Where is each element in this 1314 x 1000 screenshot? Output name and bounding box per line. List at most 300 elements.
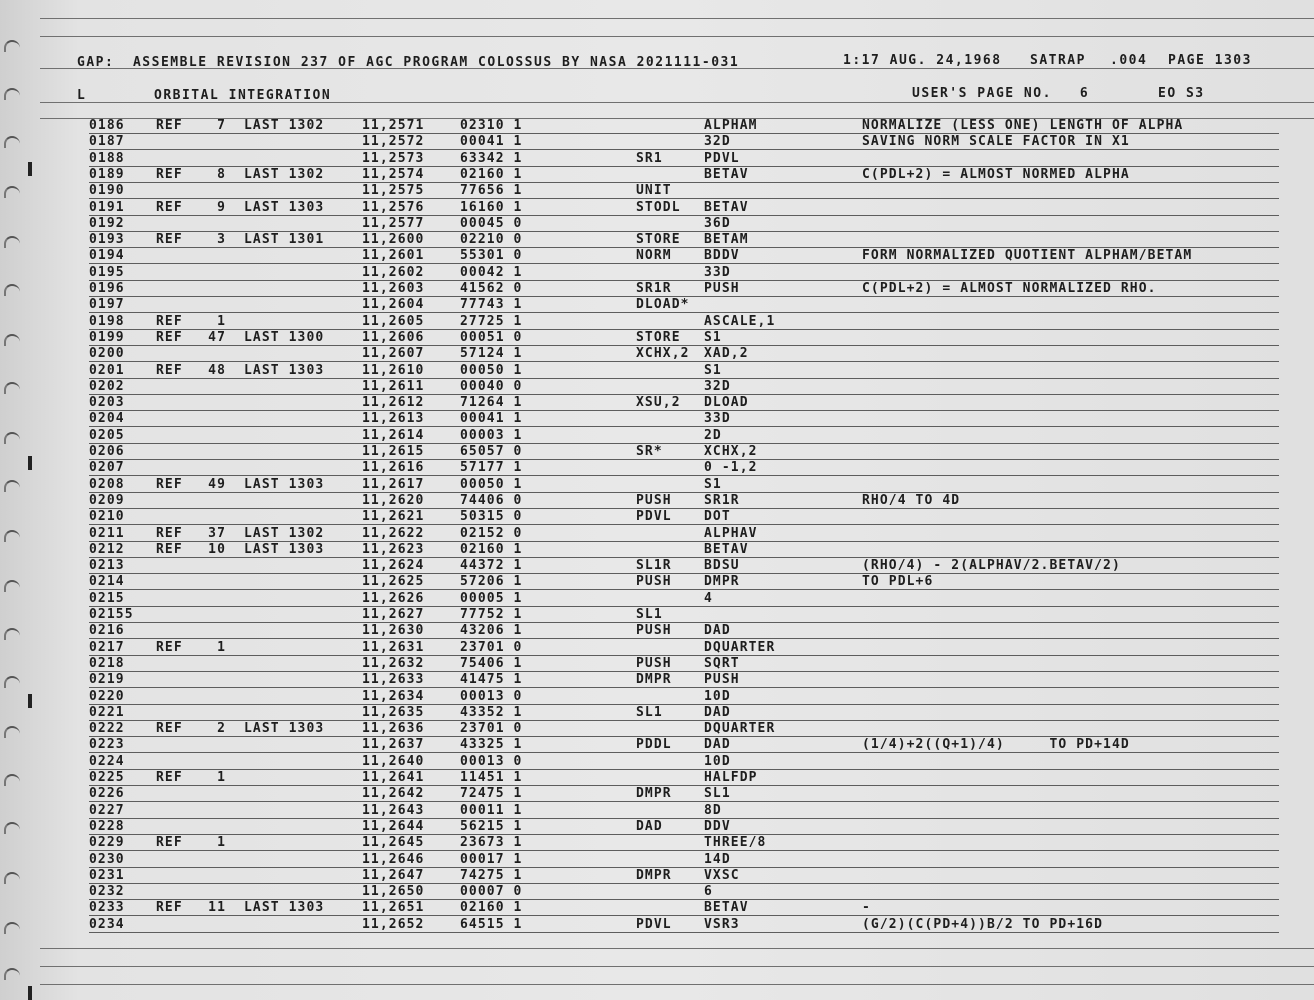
ref-number: 1	[217, 313, 226, 329]
operand: THREE/8	[704, 835, 767, 851]
last-page-ref: LAST 1303	[244, 541, 325, 557]
memory-address: 11,2576	[362, 199, 425, 215]
ref-number: 37	[208, 525, 226, 541]
table-row	[0, 852, 1314, 868]
line-number: 0194	[89, 248, 125, 264]
table-row	[0, 460, 1314, 476]
opcode: SL1R	[636, 558, 672, 574]
opcode: DMPR	[636, 672, 672, 688]
table-row	[0, 444, 1314, 460]
ref-number: 2	[217, 721, 226, 737]
memory-address: 11,2615	[362, 444, 425, 459]
operand: 4	[704, 590, 713, 606]
last-page-ref: LAST 1302	[244, 118, 325, 133]
memory-address: 11,2616	[362, 460, 425, 476]
opcode: PUSH	[636, 574, 672, 590]
table-row	[0, 917, 1314, 933]
line-number: 0192	[89, 215, 125, 231]
line-number: 0212	[89, 541, 125, 557]
listing-title: GAP: ASSEMBLE REVISION 237 OF AGC PROGRAM COLOSSUS BY NASA 2021111-031	[77, 55, 740, 70]
table-row	[0, 672, 1314, 688]
operand: SR1R	[704, 492, 740, 508]
octal-word: 00042 1	[460, 264, 523, 280]
table-row	[0, 281, 1314, 297]
line-number: 0216	[89, 623, 125, 639]
operand: 8D	[704, 802, 722, 818]
octal-word: 00013 0	[460, 688, 523, 704]
memory-address: 11,2625	[362, 574, 425, 590]
memory-address: 11,2644	[362, 818, 425, 834]
line-number: 0202	[89, 378, 125, 394]
octal-word: 50315 0	[460, 509, 523, 525]
comment: (1/4)+2((Q+1)/4) TO PD+14D	[862, 737, 1130, 753]
table-row	[0, 297, 1314, 313]
memory-address: 11,2640	[362, 753, 425, 769]
memory-address: 11,2605	[362, 313, 425, 329]
octal-word: 00013 0	[460, 753, 523, 769]
ref-label: REF	[156, 900, 183, 916]
operand: S1	[704, 476, 722, 492]
octal-word: 71264 1	[460, 395, 523, 411]
comment: (RHO/4) - 2(ALPHAV/2.BETAV/2)	[862, 558, 1121, 574]
line-number: 0220	[89, 688, 125, 704]
comment: C(PDL+2) = ALMOST NORMED ALPHA	[862, 166, 1130, 182]
operand: ASCALE,1	[704, 313, 776, 329]
memory-address: 11,2620	[362, 492, 425, 508]
table-row	[0, 574, 1314, 590]
line-number: 02155	[89, 607, 134, 622]
opcode: PDVL	[636, 509, 672, 525]
memory-address: 11,2602	[362, 264, 425, 280]
table-row	[0, 395, 1314, 411]
table-row	[0, 900, 1314, 916]
table-row	[0, 640, 1314, 656]
last-page-ref: LAST 1303	[244, 900, 325, 916]
ref-number: 7	[217, 118, 226, 133]
line-number: 0226	[89, 786, 125, 802]
operand: PUSH	[704, 672, 740, 688]
opcode: UNIT	[636, 183, 672, 199]
ref-label: REF	[156, 525, 183, 541]
opcode: STODL	[636, 199, 681, 215]
table-row	[0, 363, 1314, 379]
memory-address: 11,2633	[362, 672, 425, 688]
table-row	[0, 216, 1314, 232]
comment: (G/2)(C(PD+4))B/2 TO PD+16D	[862, 916, 1104, 932]
ref-label: REF	[156, 166, 183, 182]
octal-word: 00050 1	[460, 476, 523, 492]
line-number: 0187	[89, 134, 125, 150]
octal-word: 00040 0	[460, 378, 523, 394]
octal-word: 00041 1	[460, 411, 523, 427]
memory-address: 11,2650	[362, 884, 425, 900]
table-row	[0, 623, 1314, 639]
line-number: 0209	[89, 492, 125, 508]
ruled-line	[40, 948, 1314, 949]
line-number: 0197	[89, 297, 125, 313]
memory-address: 11,2642	[362, 786, 425, 802]
ref-label: REF	[156, 118, 183, 133]
comment: C(PDL+2) = ALMOST NORMALIZED RHO.	[862, 281, 1157, 296]
operand: 0 -1,2	[704, 460, 758, 476]
operand: BETAV	[704, 541, 749, 557]
last-page-ref: LAST 1303	[244, 721, 325, 737]
ref-number: 48	[208, 362, 226, 378]
line-number: 0207	[89, 460, 125, 476]
memory-address: 11,2631	[362, 639, 425, 655]
operand: HALFDP	[704, 770, 758, 785]
line-number: 0186	[89, 118, 125, 133]
table-row	[0, 346, 1314, 362]
memory-address: 11,2622	[362, 525, 425, 541]
eo-label: EO S3	[1158, 86, 1205, 101]
octal-word: 74406 0	[460, 492, 523, 508]
octal-word: 56215 1	[460, 818, 523, 834]
ref-label: REF	[156, 721, 183, 737]
opcode: PUSH	[636, 492, 672, 508]
memory-address: 11,2637	[362, 737, 425, 753]
last-page-ref: LAST 1302	[244, 166, 325, 182]
ref-number: 10	[208, 541, 226, 557]
line-number: 0210	[89, 509, 125, 525]
line-number: 0221	[89, 704, 125, 720]
octal-word: 74275 1	[460, 867, 523, 883]
opcode: PUSH	[636, 623, 672, 639]
memory-address: 11,2635	[362, 704, 425, 720]
line-number: 0206	[89, 444, 125, 459]
memory-address: 11,2636	[362, 721, 425, 737]
octal-word: 57206 1	[460, 574, 523, 590]
octal-word: 41475 1	[460, 672, 523, 688]
memory-address: 11,2651	[362, 900, 425, 916]
memory-address: 11,2612	[362, 395, 425, 411]
table-row	[0, 542, 1314, 558]
octal-word: 64515 1	[460, 916, 523, 932]
memory-address: 11,2603	[362, 281, 425, 296]
table-row	[0, 656, 1314, 672]
line-number: 0217	[89, 639, 125, 655]
feed-hole-icon	[4, 968, 20, 980]
table-row	[0, 689, 1314, 705]
ref-number: 49	[208, 476, 226, 492]
listing-page: PAGE 1303	[1168, 53, 1252, 68]
feed-hole-icon	[4, 40, 20, 52]
octal-word: 23701 0	[460, 721, 523, 737]
octal-word: 41562 0	[460, 281, 523, 296]
operand: PDVL	[704, 150, 740, 166]
operand: SQRT	[704, 655, 740, 671]
operand: DQUARTER	[704, 639, 776, 655]
ref-label: REF	[156, 476, 183, 492]
octal-word: 77656 1	[460, 183, 523, 199]
margin-mark-icon	[28, 986, 32, 1000]
opcode: DLOAD*	[636, 297, 690, 313]
line-number: 0205	[89, 427, 125, 443]
operand: 33D	[704, 411, 731, 427]
line-number: 0200	[89, 346, 125, 362]
line-number: 0188	[89, 150, 125, 166]
line-number: 0227	[89, 802, 125, 818]
octal-word: 00007 0	[460, 884, 523, 900]
ref-number: 3	[217, 232, 226, 248]
subheader-level: L	[77, 88, 87, 103]
operand: S1	[704, 329, 722, 345]
operand: BETAV	[704, 900, 749, 916]
octal-word: 43206 1	[460, 623, 523, 639]
table-row	[0, 819, 1314, 835]
operand: DQUARTER	[704, 721, 776, 737]
listing-timestamp: 1:17 AUG. 24,1968	[843, 53, 1002, 68]
line-number: 0234	[89, 916, 125, 932]
line-number: 0214	[89, 574, 125, 590]
operand: S1	[704, 362, 722, 378]
opcode: SL1	[636, 704, 663, 720]
table-row	[0, 477, 1314, 493]
line-number: 0208	[89, 476, 125, 492]
octal-word: 55301 0	[460, 248, 523, 264]
opcode: PDVL	[636, 916, 672, 932]
octal-word: 02152 0	[460, 525, 523, 541]
operand: BDSU	[704, 558, 740, 574]
section-title: ORBITAL INTEGRATION	[154, 88, 332, 103]
operand: 32D	[704, 378, 731, 394]
memory-address: 11,2632	[362, 655, 425, 671]
ref-number: 47	[208, 329, 226, 345]
operand: ALPHAM	[704, 118, 758, 133]
line-number: 0230	[89, 851, 125, 867]
memory-address: 11,2613	[362, 411, 425, 427]
feed-hole-icon	[4, 88, 20, 100]
ref-label: REF	[156, 770, 183, 785]
opcode: PUSH	[636, 655, 672, 671]
line-number: 0190	[89, 183, 125, 199]
ref-label: REF	[156, 329, 183, 345]
ref-label: REF	[156, 541, 183, 557]
ref-number: 1	[217, 639, 226, 655]
memory-address: 11,2624	[362, 558, 425, 574]
octal-word: 72475 1	[460, 786, 523, 802]
octal-word: 00051 0	[460, 329, 523, 345]
line-number: 0201	[89, 362, 125, 378]
last-page-ref: LAST 1300	[244, 329, 325, 345]
opcode: STORE	[636, 329, 681, 345]
octal-word: 77752 1	[460, 607, 523, 622]
line-number: 0196	[89, 281, 125, 296]
memory-address: 11,2643	[362, 802, 425, 818]
operand: VSR3	[704, 916, 740, 932]
table-row	[0, 118, 1314, 134]
operand: 6	[704, 884, 713, 900]
octal-word: 63342 1	[460, 150, 523, 166]
line-number: 0198	[89, 313, 125, 329]
operand: DAD	[704, 704, 731, 720]
table-row	[0, 493, 1314, 509]
operand: VXSC	[704, 867, 740, 883]
memory-address: 11,2610	[362, 362, 425, 378]
ref-label: REF	[156, 835, 183, 851]
octal-word: 77743 1	[460, 297, 523, 313]
table-row	[0, 265, 1314, 281]
line-number: 0204	[89, 411, 125, 427]
operand: XCHX,2	[704, 444, 758, 459]
users-page-number: USER'S PAGE NO. 6	[912, 86, 1090, 101]
line-number: 0211	[89, 525, 125, 541]
table-row	[0, 509, 1314, 525]
operand: BETAM	[704, 232, 749, 248]
table-row	[0, 754, 1314, 770]
octal-word: 02310 1	[460, 118, 523, 133]
table-row	[0, 232, 1314, 248]
memory-address: 11,2645	[362, 835, 425, 851]
memory-address: 11,2575	[362, 183, 425, 199]
ruled-line	[40, 36, 1314, 37]
octal-word: 00050 1	[460, 362, 523, 378]
table-row	[0, 705, 1314, 721]
operand: DAD	[704, 737, 731, 753]
operand: DMPR	[704, 574, 740, 590]
line-number: 0223	[89, 737, 125, 753]
line-number: 0233	[89, 900, 125, 916]
octal-word: 00003 1	[460, 427, 523, 443]
table-row	[0, 803, 1314, 819]
table-row	[0, 737, 1314, 753]
octal-word: 23701 0	[460, 639, 523, 655]
table-row	[0, 200, 1314, 216]
memory-address: 11,2647	[362, 867, 425, 883]
table-row	[0, 428, 1314, 444]
opcode: DMPR	[636, 867, 672, 883]
operand: 14D	[704, 851, 731, 867]
line-number: 0228	[89, 818, 125, 834]
octal-word: 00041 1	[460, 134, 523, 150]
octal-word: 02160 1	[460, 900, 523, 916]
octal-word: 65057 0	[460, 444, 523, 459]
memory-address: 11,2641	[362, 770, 425, 785]
opcode: XCHX,2	[636, 346, 690, 362]
memory-address: 11,2621	[362, 509, 425, 525]
table-row	[0, 558, 1314, 574]
operand: DAD	[704, 623, 731, 639]
memory-address: 11,2600	[362, 232, 425, 248]
ruled-line	[40, 18, 1314, 19]
line-number: 0189	[89, 166, 125, 182]
table-row	[0, 868, 1314, 884]
operand: 10D	[704, 688, 731, 704]
ref-label: REF	[156, 639, 183, 655]
octal-word: 00045 0	[460, 215, 523, 231]
memory-address: 11,2573	[362, 150, 425, 166]
ref-label: REF	[156, 232, 183, 248]
ref-label: REF	[156, 362, 183, 378]
memory-address: 11,2623	[362, 541, 425, 557]
comment: FORM NORMALIZED QUOTIENT ALPHAM/BETAM	[862, 248, 1193, 264]
last-page-ref: LAST 1303	[244, 362, 325, 378]
octal-word: 11451 1	[460, 770, 523, 785]
operand: DDV	[704, 818, 731, 834]
ruled-line	[40, 966, 1314, 967]
operand: DLOAD	[704, 395, 749, 411]
operand: 2D	[704, 427, 722, 443]
table-row	[0, 134, 1314, 150]
octal-word: 02160 1	[460, 541, 523, 557]
operand: DOT	[704, 509, 731, 525]
comment: -	[862, 900, 871, 916]
table-row	[0, 151, 1314, 167]
listing-version: .004	[1110, 53, 1148, 68]
operand: 33D	[704, 264, 731, 280]
line-number: 0215	[89, 590, 125, 606]
opcode: SR1	[636, 150, 663, 166]
operand: SL1	[704, 786, 731, 802]
ref-label: REF	[156, 199, 183, 215]
memory-address: 11,2630	[362, 623, 425, 639]
table-row	[0, 330, 1314, 346]
line-number: 0232	[89, 884, 125, 900]
memory-address: 11,2646	[362, 851, 425, 867]
line-number: 0191	[89, 199, 125, 215]
opcode: SL1	[636, 607, 663, 622]
octal-word: 00017 1	[460, 851, 523, 867]
memory-address: 11,2571	[362, 118, 425, 133]
octal-word: 27725 1	[460, 313, 523, 329]
ref-label: REF	[156, 313, 183, 329]
memory-address: 11,2604	[362, 297, 425, 313]
ref-number: 9	[217, 199, 226, 215]
opcode: SR1R	[636, 281, 672, 296]
table-row	[0, 607, 1314, 623]
operand: 10D	[704, 753, 731, 769]
octal-word: 75406 1	[460, 655, 523, 671]
operand: 32D	[704, 134, 731, 150]
opcode: SR*	[636, 444, 663, 459]
operand: PUSH	[704, 281, 740, 296]
opcode: STORE	[636, 232, 681, 248]
last-page-ref: LAST 1303	[244, 476, 325, 492]
octal-word: 44372 1	[460, 558, 523, 574]
table-row	[0, 411, 1314, 427]
comment: RHO/4 TO 4D	[862, 492, 961, 508]
octal-word: 23673 1	[460, 835, 523, 851]
memory-address: 11,2627	[362, 607, 425, 622]
octal-word: 02210 0	[460, 232, 523, 248]
octal-word: 57177 1	[460, 460, 523, 476]
memory-address: 11,2572	[362, 134, 425, 150]
memory-address: 11,2617	[362, 476, 425, 492]
ref-number: 1	[217, 770, 226, 785]
ruled-line	[40, 984, 1314, 985]
operand: 36D	[704, 215, 731, 231]
comment: NORMALIZE (LESS ONE) LENGTH OF ALPHA	[862, 118, 1184, 133]
opcode: NORM	[636, 248, 672, 264]
operand: BETAV	[704, 166, 749, 182]
memory-address: 11,2634	[362, 688, 425, 704]
octal-word: 02160 1	[460, 166, 523, 182]
opcode: XSU,2	[636, 395, 681, 411]
operand: BETAV	[704, 199, 749, 215]
octal-word: 43352 1	[460, 704, 523, 720]
operand: BDDV	[704, 248, 740, 264]
memory-address: 11,2611	[362, 378, 425, 394]
table-row	[0, 721, 1314, 737]
comment: SAVING NORM SCALE FACTOR IN X1	[862, 134, 1130, 150]
table-row	[0, 526, 1314, 542]
line-number: 0229	[89, 835, 125, 851]
memory-address: 11,2606	[362, 329, 425, 345]
memory-address: 11,2614	[362, 427, 425, 443]
line-number: 0219	[89, 672, 125, 688]
memory-address: 11,2577	[362, 215, 425, 231]
table-row	[0, 314, 1314, 330]
